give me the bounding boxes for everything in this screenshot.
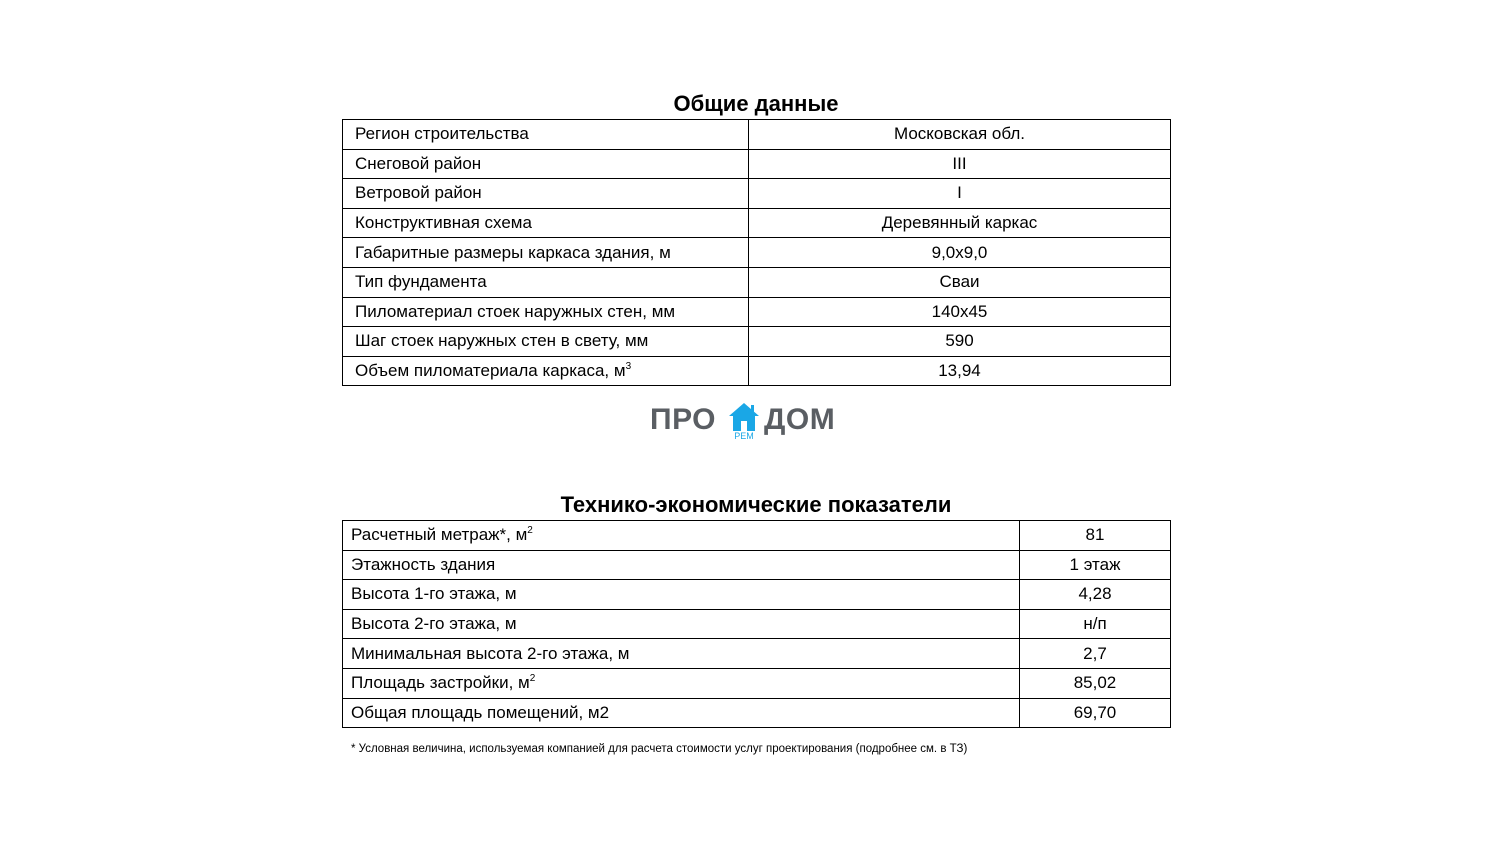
row-value: Деревянный каркас [749,208,1171,238]
table-row [343,267,1171,297]
table-row [343,238,1171,268]
row-label: Конструктивная схема [343,208,749,238]
row-value: 69,70 [1020,698,1171,728]
row-value: 4,28 [1020,580,1171,610]
row-value: 1 этаж [1020,550,1171,580]
table-row [343,297,1171,327]
table-row [343,327,1171,357]
row-label: Высота 2-го этажа, м [343,609,1020,639]
row-value: 81 [1020,521,1171,551]
row-label-cell [343,521,1020,551]
row-value: н/п [1020,609,1171,639]
logo-subtext: РЕМ [734,431,754,441]
row-label: Общая площадь помещений, м2 [343,698,1020,728]
row-label: Ветровой район [343,179,749,209]
row-label: Габаритные размеры каркаса здания, м [343,238,749,268]
table-row [343,698,1171,728]
table-row [343,580,1171,610]
table-row [343,149,1171,179]
tech-economic-table [342,520,1171,728]
table-row [343,521,1171,551]
table-row [343,550,1171,580]
row-value: 13,94 [749,356,1171,386]
row-label: Снеговой район [343,149,749,179]
row-value: 140х45 [749,297,1171,327]
row-label: Минимальная высота 2-го этажа, м [343,639,1020,669]
unit-superscript: 2 [529,673,536,685]
row-label: Пиломатериал стоек наружных стен, мм [343,297,749,327]
row-label: Этажность здания [343,550,1020,580]
general-data-table [342,119,1171,386]
row-value: 590 [749,327,1171,357]
table-row [343,668,1171,698]
table-row [343,639,1171,669]
table-row [343,609,1171,639]
row-value: Сваи [749,267,1171,297]
row-label-cell [343,668,1020,698]
table-row [343,179,1171,209]
row-label: Площадь застройки, м [351,673,530,693]
table-row [343,208,1171,238]
row-label: Расчетный метраж*, м [351,525,528,545]
logo-word-right: ДОМ [764,403,836,436]
row-label: Высота 1-го этажа, м [343,580,1020,610]
row-label: Объем пиломатериала каркаса, м [355,361,626,381]
table-row [343,120,1171,150]
pro-dom-logo [650,400,850,444]
footnote: * Условная величина, используемая компанией для расчета стоимости услуг проектирования (подробнее см. в ТЗ) [351,743,968,755]
table-row [343,356,1171,386]
unit-superscript: 3 [625,361,632,373]
row-value: 85,02 [1020,668,1171,698]
row-label: Шаг стоек наружных стен в свету, мм [343,327,749,357]
row-label: Регион строительства [343,120,749,150]
general-data-title: Общие данные [673,91,839,116]
house-icon [728,402,760,432]
row-value: III [749,149,1171,179]
logo-word-left: ПРО [650,403,717,436]
row-label-cell [343,356,749,386]
row-value: I [749,179,1171,209]
row-label: Тип фундамента [343,267,749,297]
row-value: 2,7 [1020,639,1171,669]
row-value: Московская обл. [749,120,1171,150]
row-value: 9,0х9,0 [749,238,1171,268]
tech-economic-title: Технико-экономические показатели [560,492,952,517]
unit-superscript: 2 [527,525,533,537]
